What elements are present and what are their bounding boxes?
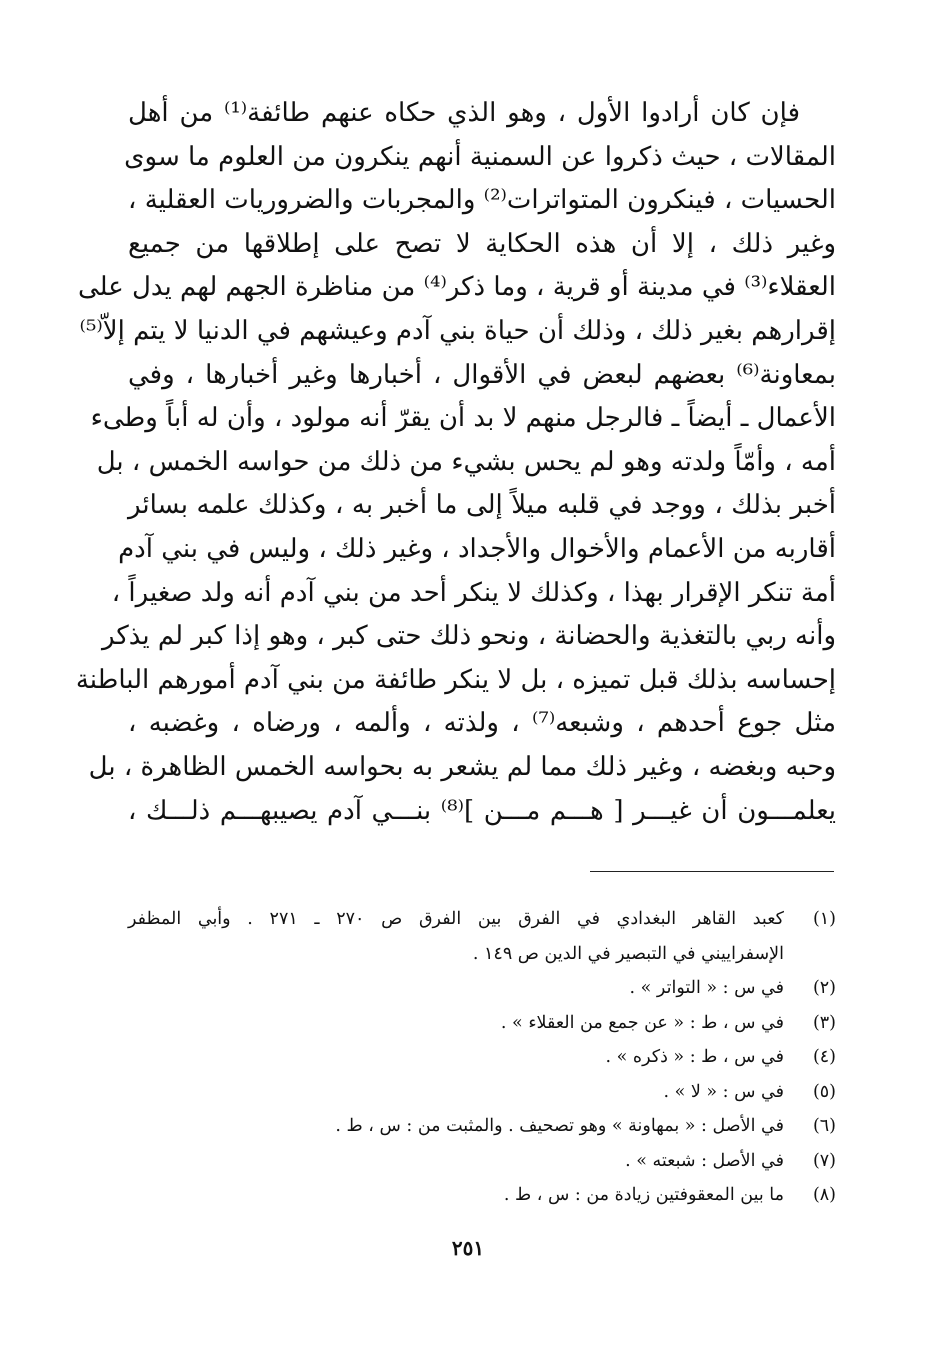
footnote-1 <box>128 902 836 937</box>
footnote-5 <box>128 1075 836 1110</box>
text-line-13: وأنه ربي بالتغذية والحضانة ، ونحو ذلك حتى كبر ، وهو إذا كبر لم يذكر <box>101 621 836 652</box>
page-number: ٢٥١ <box>451 1236 485 1260</box>
footnote-text: في س ، ط : « ذكره » . <box>605 1047 784 1067</box>
footnote-number: (٧) <box>812 1150 836 1171</box>
text-line-11: أقاربه من الأعمام والأخوال والأجداد ، وغير ذلك ، وليس في بني آدم <box>118 533 836 564</box>
footnote-text: في الأصل : شبعته » . <box>625 1150 784 1171</box>
text-line-16: وحبه وبغضه ، وغير ذلك مما لم يشعر به بحواسه الخمس الظاهرة ، بل <box>88 751 836 782</box>
footnote-number: (١) <box>812 909 836 929</box>
footnote-text: في س ، ط : « عن جمع من العقلاء » . <box>500 1012 784 1033</box>
text-line-2: المقالات ، حيث ذكروا عن السمنية أنهم ينكرون من العلوم ما سوى <box>124 141 836 172</box>
text-line-1: فإن كان أرادوا الأول ، وهو الذي حكاه عنهم طائفة⁽¹⁾ من أهل <box>128 98 800 128</box>
footnote-number: (٣) <box>812 1012 836 1033</box>
text-line-5: العقلاء⁽³⁾ في مدينة أو قرية ، وما ذكر⁽⁴⁾ من مناظرة الجهم لهم يدل على <box>77 272 836 303</box>
footnote-1-continuation <box>128 937 836 972</box>
text-line-15: مثل جوع أحدهم ، وشبعه⁽⁷⁾ ، ولذته ، وألمه ، ورضاه ، وغضبه ، <box>128 708 836 739</box>
footnote-number: (٥) <box>812 1081 836 1102</box>
footnote-number: (٨) <box>812 1185 836 1205</box>
footnotes <box>128 902 836 1213</box>
footnote-number: (٦) <box>812 1116 836 1136</box>
footnote-3 <box>128 1006 836 1041</box>
footnote-number: (٤) <box>812 1047 836 1067</box>
footnote-separator <box>590 871 834 872</box>
text-line-9: أمه ، وأمّاً ولدته وهو لم يحس بشيء من ذلك من حواسه الخمس ، بل <box>96 446 836 477</box>
footnote-text: كعبد القاهر البغدادي في الفرق بين الفرق ص ٢٧٠ ـ ٢٧١ . وأبي المظفر <box>128 909 784 929</box>
main-text <box>75 92 837 833</box>
footnote-text: في س : « التواتر » . <box>629 978 784 998</box>
text-line-12: أمة تنكر الإقرار بهذا ، وكذلك لا ينكر أحد من بني آدم أنه ولد صغيراً ، <box>111 577 836 608</box>
footnote-text: في س : « لا » . <box>663 1081 784 1102</box>
text-line-4: وغير ذلك ، إلا أن هذه الحكاية لا تصح على إطلاقها من جميع <box>128 228 836 259</box>
text-line-10: أخبر بذلك ، ووجد في قلبه ميلاً إلى ما أخبر به ، وكذلك علمه بسائر <box>128 490 836 521</box>
footnote-4 <box>128 1040 836 1075</box>
text-line-17: يعلمـــون أن غيـــر [ هـــم مـــن ]⁽⁸⁾ بنـــي آدم يصيبهـــم ذلـــك ، <box>128 795 837 826</box>
footnote-8 <box>128 1178 836 1213</box>
footnote-number: (٢) <box>812 978 836 998</box>
footnote-7 <box>128 1144 836 1179</box>
footnote-6 <box>128 1109 836 1144</box>
footnote-text: في الأصل : « بمهاونة » وهو تصحيف . والمثبت من : س ، ط . <box>335 1116 784 1136</box>
text-line-7: بمعاونة⁽⁶⁾ بعضهم لبعض في الأقوال ، أخبارها وغير أخبارها ، وفي <box>128 359 836 390</box>
footnote-text: الإسفراييني في التبصير في الدين ص ١٤٩ . <box>472 943 784 964</box>
text-line-14: إحساسه بذلك قبل تميزه ، بل لا ينكر طائفة من بني آدم أمورهم الباطنة <box>75 664 836 695</box>
text-line-6: إقرارهم بغير ذلك ، وذلك أن حياة بني آدم وعيشهم في الدنيا لا يتم إلاّ⁽⁵⁾ <box>79 315 836 346</box>
footnote-text: ما بين المعقوفتين زيادة من : س ، ط . <box>503 1185 784 1205</box>
text-line-3: الحسيات ، فينكرون المتواترات⁽²⁾ والمجربات والضروريات العقلية ، <box>128 185 837 216</box>
footnote-2 <box>128 971 836 1006</box>
text-line-8: الأعمال ـ أيضاً ـ فالرجل منهم لا بد أن يقرّ أنه مولود ، وأن له أباً وطىء <box>90 403 836 434</box>
